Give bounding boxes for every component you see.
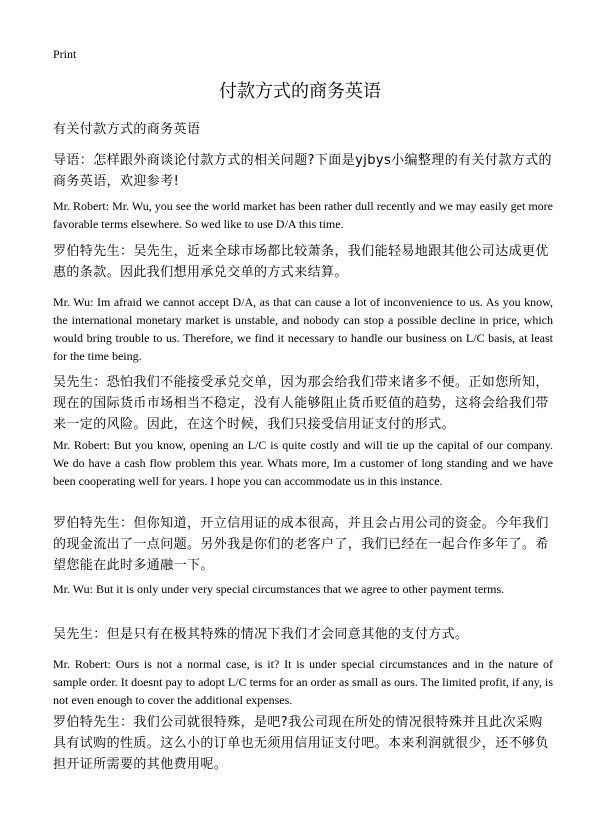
dialogue-zh-1: 罗伯特先生：吴先生，近来全球市场都比较萧条，我们能轻易地跟其他公司达成更优惠的条款。因此我们想用承兑交单的方式来结算。: [53, 244, 549, 280]
print-link[interactable]: Print: [53, 47, 77, 61]
dialogue-en-1: Mr. Robert: Mr. Wu, you see the world market has been rather dull recently and we may easily get more favorable terms elsewhere. So wed like to use D/A this time.: [53, 199, 553, 231]
dialogue-zh-5: 罗伯特先生：我们公司就很特殊，是吧?我公司现在所处的情况很特殊并且此次采购具有试购的性质。这么小的订单也无须用信用证支付吧。本来利润就很少，还不够负担开证所需要的其他费用呢。: [53, 715, 549, 772]
dialogue-zh-4: 吴先生：但是只有在极其特殊的情况下我们才会同意其他的支付方式。: [53, 627, 469, 642]
dialogue-en-5: Mr. Robert: Ours is not a normal case, is it? It is under special circumstances and in the nature of sample order. It doesnt pay to adopt L/C terms for an order as small as ours. The limited profit, if any, is not even enough to cover the additional expenses.: [53, 657, 553, 707]
dialogue-en-3: Mr. Robert: But you know, opening an L/C is quite costly and will tie up the capital of our company. We do have a cash flow problem this year. Whats more, Im a customer of long standing and we have been cooperating well for years. I hope you can accommodate us in this instance.: [53, 438, 553, 488]
dialogue-en-4: Mr. Wu: But it is only under very special circumstances that we agree to other payment terms.: [53, 582, 505, 596]
dialogue-zh-3: 罗伯特先生：但你知道，开立信用证的成本很高，并且会占用公司的资金。今年我们的现金流出了一点问题。另外我是你们的老客户了，我们已经在一起合作多年了。希望您能在此时多通融一下。: [53, 516, 549, 573]
intro-paragraph: 导语：怎样跟外商谈论付款方式的相关问题?下面是yjbys小编整理的有关付款方式的商务英语，欢迎参考!: [53, 153, 552, 189]
subtitle: 有关付款方式的商务英语: [53, 122, 201, 137]
dialogue-zh-2: 吴先生：恐怕我们不能接受承兑交单，因为那会给我们带来诸多不便。正如您所知，现在的国际货币市场相当不稳定，没有人能够阻止货币贬值的趋势，这将会给我们带来一定的风险。因此，在这个时候，我们只接受信用证支付的形式。: [53, 375, 549, 432]
dialogue-en-2: Mr. Wu: Im afraid we cannot accept D/A, as that can cause a lot of inconvenience to us. As you know, the international monetary market is unstable, and nobody can stop a possible decline in price, which would bring trouble to us. Therefore, we find it necessary to handle our business on L/C basis, at least for the time being.: [53, 295, 553, 363]
page-title: 付款方式的商务英语: [219, 81, 381, 102]
